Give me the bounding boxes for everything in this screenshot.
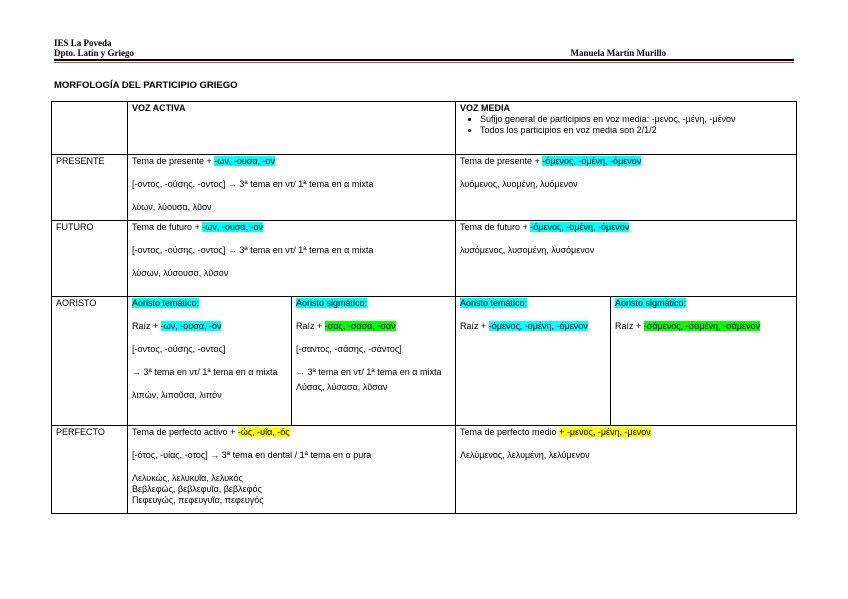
middle-note: • Sufijo general de participios en voz media: -μενος, -μένη, -μένον (480, 114, 792, 125)
row-presente (52, 155, 797, 221)
row-label: AORISTO (52, 297, 128, 426)
row-label: PRESENTE (52, 155, 128, 221)
middle-note: • Todos los participios en voz media son 2/1/2 (480, 125, 792, 136)
example-forms: Λελυκώς, λελυκυῖα, λελυκός (132, 473, 243, 483)
stem-text: Tema de futuro + (132, 222, 203, 232)
department-name: Dpto. Latín y Griego (54, 48, 134, 58)
declension-rule: → 3ª tema en ντ/ 1ª tema en α mixta (132, 367, 278, 377)
row-perfecto (52, 426, 797, 514)
example-forms: λύων, λύουσα, λῦον (132, 202, 212, 212)
stem-text: Raíz + (460, 321, 489, 331)
suffix-highlight: -ων, -ουσα, -ον (214, 156, 276, 166)
example-forms: λυσόμενος, λυσομένη, λυσόμενον (460, 245, 595, 255)
futuro-middle-cell (456, 221, 797, 297)
stem-text: Tema de presente + (132, 156, 215, 166)
subtitle-highlight: Aoristo temático: (460, 298, 528, 308)
example-forms: Λύσας, λύσασα, λῦσαν (296, 382, 388, 392)
author-name: Manuela Martín Murillo (570, 48, 666, 58)
suffix-highlight: -όμενος, -ομένη, -όμενον (542, 156, 642, 166)
stem-text: Tema de futuro + (460, 222, 531, 232)
row-aoristo (52, 297, 797, 426)
futuro-active-cell (128, 221, 456, 297)
col-header-middle (456, 102, 797, 155)
stem-text: Tema de perfecto medio (460, 427, 560, 437)
example-forms: Βεβλεφώς, βεβλεφυῖα, βεβλεφός (132, 484, 262, 494)
aoristo-middle-sigmatic-cell (611, 297, 797, 426)
aoristo-active-sigmatic-cell (292, 297, 456, 426)
suffix-highlight: -όμενος, -ομένη, -όμενον (488, 321, 588, 331)
declension-rule: → 3ª tema en ντ/ 1ª tema en α mixta (296, 367, 442, 377)
header-rule-accent (54, 62, 794, 63)
perfecto-middle-cell (456, 426, 797, 514)
stem-text: Tema de presente + (460, 156, 543, 166)
example-forms: λιπών, λιποῦσα, λιπόν (132, 390, 222, 400)
middle-notes-list (460, 114, 792, 136)
suffix-highlight: -ων, -ουσα, -ον (160, 321, 222, 331)
example-forms: λυόμενος, λυομένη, λυόμενον (460, 179, 578, 189)
genitive-rule: [-οντος, -ούσης, -οντος] → 3ª tema en ντ/ 1ª tema en α mixta (132, 179, 374, 189)
stem-text: Raíz + (296, 321, 325, 331)
subtitle-highlight: Aoristo sigmático: (615, 298, 687, 308)
row-label: FUTURO (52, 221, 128, 297)
perfecto-active-cell (128, 426, 456, 514)
suffix-highlight: -σας, -σασα, -σαν (324, 321, 396, 331)
participle-table (51, 101, 797, 514)
middle-title: VOZ MEDIA (460, 103, 511, 113)
example-forms: Πεφευγώς, πεφευγυῖα, πεφευγός (132, 495, 264, 505)
col-header-active: VOZ ACTIVA (128, 102, 456, 155)
example-forms: λύσων, λύσουσα, λῦσον (132, 268, 229, 278)
stem-text: Raíz + (615, 321, 644, 331)
page-title: MORFOLOGÍA DEL PARTICIPIO GRIEGO (54, 80, 238, 91)
suffix-highlight: -ώς, -υῖα, -ός (237, 427, 290, 437)
table-header-row (52, 102, 797, 155)
presente-middle-cell (456, 155, 797, 221)
school-name: IES La Poveda (54, 38, 112, 48)
corner-cell (52, 102, 128, 155)
example-forms: Λελύμενος, λελυμένη, λελύμενον (460, 450, 590, 460)
genitive-forms: [-σαντος, -σάσης, -σάντος] (296, 344, 402, 354)
row-futuro (52, 221, 797, 297)
header-rule (54, 59, 794, 61)
suffix-highlight: -ων, -ουσα, -ον (202, 222, 264, 232)
genitive-rule: [-ότος, -υίας, -οτος] → 3ª tema en dental / 1ª tema en α pura (132, 450, 372, 460)
genitive-rule: [-οντος, -ούσης, -οντος] → 3ª tema en ντ/ 1ª tema en α mixta (132, 245, 374, 255)
aoristo-active-thematic-cell (128, 297, 292, 426)
aoristo-middle-thematic-cell (456, 297, 611, 426)
stem-text: Tema de perfecto activo + (132, 427, 238, 437)
subtitle-highlight: Aoristo sigmático: (296, 298, 368, 308)
row-label: PERFECTO (52, 426, 128, 514)
subtitle-highlight: Aoristo temático: (132, 298, 200, 308)
header-left (54, 38, 134, 58)
genitive-forms: [-οντος, -ούσης, -οντος] (132, 344, 226, 354)
stem-text: Raíz + (132, 321, 161, 331)
suffix-highlight: -σάμενος, -σαμένη, -σάμενον (643, 321, 760, 331)
suffix-highlight: -όμενος, -ομένη, -όμενον (530, 222, 630, 232)
suffix-highlight: + -μενος, -μένη, -μενον (559, 427, 651, 437)
presente-active-cell (128, 155, 456, 221)
